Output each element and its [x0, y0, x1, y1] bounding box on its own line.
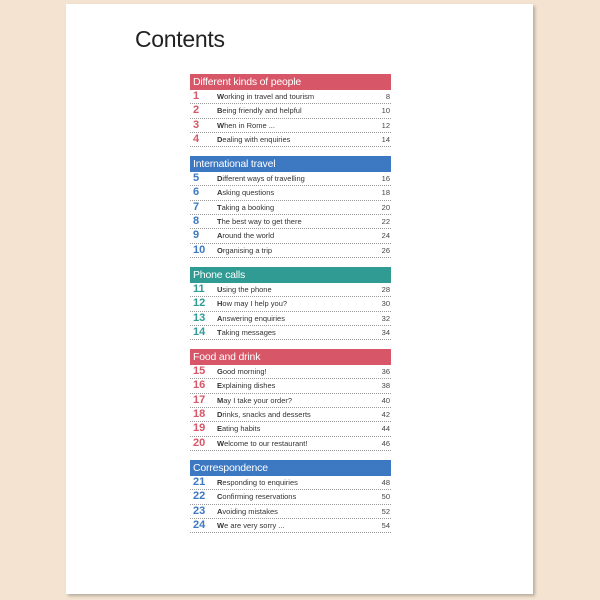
- unit-title: The best way to get there: [217, 217, 302, 227]
- toc-entry: [190, 379, 391, 393]
- unit-title: Confirming reservations: [217, 492, 297, 502]
- page-number: 40: [381, 395, 390, 405]
- toc-entry: [190, 394, 391, 408]
- section-header: International travel: [190, 156, 391, 172]
- toc-section: [190, 156, 391, 258]
- document-page: [66, 4, 533, 594]
- toc-entry: [190, 365, 391, 379]
- unit-title: Using the phone: [217, 284, 272, 294]
- toc-entry: [190, 312, 391, 326]
- page-number: 26: [381, 245, 390, 255]
- unit-number: 9: [193, 229, 200, 242]
- page-number: 16: [381, 174, 390, 184]
- unit-title: Explaining dishes: [217, 381, 276, 391]
- unit-title: Being friendly and helpful: [217, 106, 302, 116]
- unit-number: 18: [193, 408, 206, 421]
- page-title: Contents: [135, 26, 225, 52]
- toc-entry: [190, 229, 391, 243]
- page-number: 12: [381, 120, 390, 130]
- unit-title: Asking questions: [217, 188, 275, 198]
- section-header: Phone calls: [190, 267, 391, 283]
- unit-title: Drinks, snacks and desserts: [217, 410, 311, 420]
- unit-number: 10: [193, 243, 206, 256]
- toc-entry: [190, 186, 391, 200]
- page-number: 36: [381, 367, 390, 377]
- section-header: Food and drink: [190, 349, 391, 365]
- toc-entry: [190, 326, 391, 340]
- page-number: 24: [381, 231, 390, 241]
- unit-title: Around the world: [217, 231, 275, 241]
- table-of-contents: [190, 74, 391, 542]
- unit-title: Taking a booking: [217, 202, 275, 212]
- unit-number: 4: [193, 132, 200, 145]
- toc-entry: [190, 133, 391, 147]
- unit-number: 24: [193, 518, 206, 531]
- toc-section: [190, 74, 391, 147]
- toc-entry: [190, 215, 391, 229]
- toc-entry: [190, 201, 391, 215]
- toc-entry: [190, 119, 391, 133]
- page-number: 38: [381, 381, 390, 391]
- toc-section: [190, 460, 391, 533]
- toc-entry: [190, 476, 391, 490]
- unit-number: 16: [193, 379, 206, 392]
- page-number: 44: [381, 424, 390, 434]
- unit-title: May I take your order?: [217, 395, 293, 405]
- unit-title: Answering enquiries: [217, 313, 285, 323]
- unit-title: Organising a trip: [217, 245, 273, 255]
- toc-entry: [190, 505, 391, 519]
- page-number: 28: [381, 284, 390, 294]
- toc-entry: [190, 408, 391, 422]
- toc-entry: [190, 437, 391, 451]
- page-number: 42: [381, 410, 390, 420]
- unit-title: How may I help you?: [217, 299, 288, 309]
- unit-number: 11: [193, 282, 205, 295]
- unit-number: 8: [193, 215, 200, 228]
- unit-title: Eating habits: [217, 424, 261, 434]
- unit-number: 6: [193, 186, 200, 199]
- page-number: 50: [381, 492, 390, 502]
- toc-entry: [190, 297, 391, 311]
- unit-title: Good morning!: [217, 367, 267, 377]
- unit-number: 3: [193, 118, 200, 131]
- page-number: 14: [381, 134, 390, 144]
- unit-number: 13: [193, 311, 206, 324]
- unit-title: When in Rome ...: [217, 120, 275, 130]
- toc-entry: [190, 490, 391, 504]
- unit-number: 23: [193, 504, 206, 517]
- toc-entry: [190, 422, 391, 436]
- unit-title: We are very sorry ...: [217, 520, 285, 530]
- toc-entry: [190, 172, 391, 186]
- page-number: 30: [381, 299, 390, 309]
- toc-section: [190, 267, 391, 340]
- unit-title: Responding to enquiries: [217, 477, 298, 487]
- page-number: 54: [381, 520, 390, 530]
- unit-title: Taking messages: [217, 327, 276, 337]
- unit-number: 19: [193, 422, 206, 435]
- unit-number: 17: [193, 393, 206, 406]
- unit-title: Dealing with enquiries: [217, 134, 291, 144]
- page-number: 18: [381, 188, 390, 198]
- unit-title: Avoiding mistakes: [217, 506, 278, 516]
- section-header: Correspondence: [190, 460, 391, 476]
- unit-title: Different ways of travelling: [217, 174, 305, 184]
- unit-number: 15: [193, 365, 206, 378]
- page-number: 20: [381, 202, 390, 212]
- toc-entry: [190, 244, 391, 258]
- unit-number: 5: [193, 172, 200, 185]
- unit-number: 22: [193, 490, 206, 503]
- unit-number: 14: [193, 325, 206, 338]
- toc-entry: [190, 90, 391, 104]
- page-number: 46: [381, 438, 390, 448]
- toc-entry: [190, 104, 391, 118]
- toc-section: [190, 349, 391, 451]
- unit-title: Working in travel and tourism: [217, 92, 315, 101]
- toc-entry: [190, 283, 391, 297]
- unit-number: 2: [193, 104, 200, 117]
- unit-number: 20: [193, 436, 206, 449]
- page-number: 10: [381, 106, 390, 116]
- unit-number: 1: [193, 90, 200, 102]
- page-number: 34: [381, 327, 390, 337]
- page-number: 48: [381, 477, 390, 487]
- page-number: 8: [385, 92, 390, 101]
- page-number: 52: [381, 506, 390, 516]
- unit-number: 12: [193, 297, 206, 310]
- page-number: 22: [381, 217, 390, 227]
- section-header: Different kinds of people: [190, 74, 391, 90]
- toc-entry: [190, 519, 391, 533]
- unit-number: 21: [193, 475, 206, 488]
- page-number: 32: [381, 313, 390, 323]
- unit-title: Welcome to our restaurant!: [217, 438, 308, 448]
- unit-number: 7: [193, 200, 200, 213]
